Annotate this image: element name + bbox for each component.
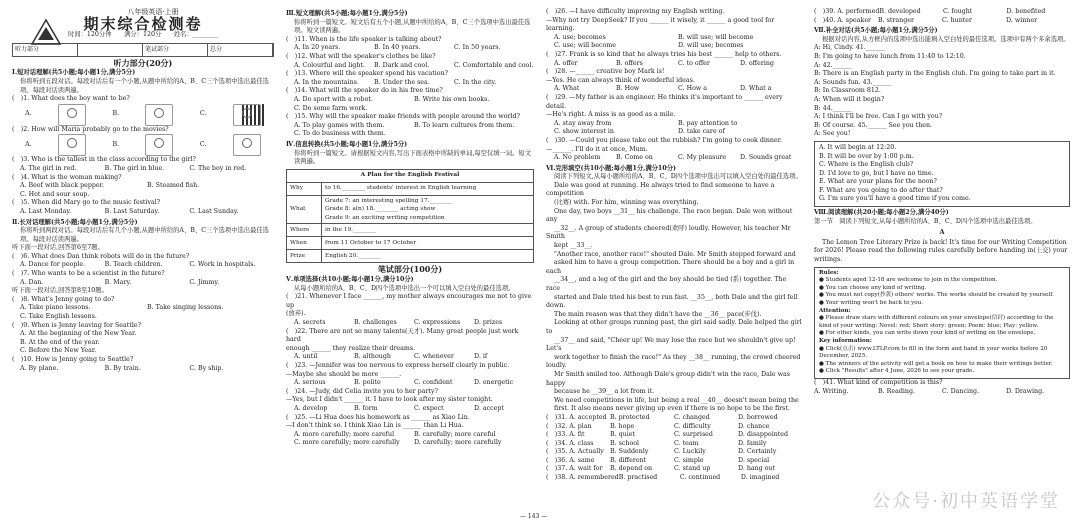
picture-icon [233,134,261,156]
picture-options: A. B. C. [12,134,274,156]
score-cell [78,44,143,56]
passage: Dale was good at running. He always tried to find someone to have a competition (比赛) with. For him, winning was everything. One day, two boys __31__ his challenge. The race began. Dale won without any __32__. A group of students cheered(欢呼) loudly. However, his teacher Mr Smith kept __33__. "Another race, another race!" shouted Dale. Mr Smith stepped forward and asked him to have a group competition. There should be a boy and a girl in each __34__, and a leg of the girl and the boy should be tied (系) together. The race started and Dale tried his best to run fast. __35__, both Dale and the girl fell down. The main reason was that they didn't have the __36__ pace(步伐). Looking at other groups running past, the girl said sadly. Dale helped the girl to __37__ and said, "Cheer up! We may lose the race but we shouldn't give up! Let's work together to finish the race!" As they __38__ running, the crowd cheered loudly. Mr Smith smiled too. Although Dale's group didn't win the race, Dale was happy because he __39__ a lot from it. We need competitions in life, but being a real __40__ doesn't mean being the first. It also means never giving up even if there is no hope to be the first. [546,181,802,413]
options: A. The girl in red. B. The girl in blue. C. The boy in red. [20,164,247,172]
question: ( )7. Who wants to be a scientist in the future? [12,270,165,278]
watermark: 公众号·初中英语学堂 [872,491,1060,512]
picture-icon [233,104,261,126]
options: A. Dan. B. Mary. C. Jimmy. [20,278,220,286]
score-cell: 听力部分 [13,44,78,56]
option-box: A. It will begin at 12:20. B. It will be over by 1:00 p.m. C. Where is the English club? D. I'd love to go, but I have no time. E. What are your plans for the noon? F. What are you going to do after that? G. I'm sure you'll have a good time if you come. [814,141,1070,207]
question: ( )3. Who is the tallest in the class according to the girl? [12,156,196,164]
column-2: Ⅲ.短文理解(共5小题;每小题1分,满分5分) 你将听到一篇短文。短文后有五个小题,从题中所给的A、B、C三个选项中选出最佳选项。短文读两遍。 ( )11. When is the life speaker is talking about? A. In 20 years. B. In 40 years. C. In 50 years. ( )12. What will the speaker's clothes be like? A. Colourful and light. B. Dark and cool. C. Comfortable and cool. ( )13. Where will the speaker spend his vacation? A. In the mountains. B. Under the sea. C. In the city. ( )14. What will the speaker do in his free time? A. Do sport with a robot. B. Write his own books. C. Do some farm work. ( )15. Why will the speaker make friends with people around the world? A. To play games with them. B. To learn cultures from them. C. To do business with them. Ⅳ.信息转换(共5小题;每小题1分,满分5分) 你将听到一篇短文。请根据短文内容,写出下面表格中所缺的单词,每空仅填一词。短文读两遍。 A Plan for the English Festival Why to 16.________ students' interest in English learning What Grade 7: an interesting spelling 17.________ Grade 8: a(n) 18.________ acting show Grade 9: an exciting writing competition Where in the 19.________ When from 11 October to 17 October Prize English 20.________ 笔试部分(100分) Ⅴ.单项选择(共10小题;每小题1分,满分10分) 从每小题所给的A、B、C、D四个选项中选出一个可以填入空白处的最佳选项。 ( )21. Whenever I face ______, my mother always encourages me not to give up (放弃). A. secrets B. challenges C. expressions D. prizes ( )22. There are not so many talents(天才). Many great people just work hard enough ______ they realize their dreams. A. until B. although C. whenever D. if ( )23. —Jennifer was too nervous to express herself clearly in public. —Maybe she should be more ______. A. serious B. polite C. confident D. energetic ( )24. —Judy, did Celia invite you to her party? —Yes, but I didn't ______ it. I have to look after my sister tonight. A. develop B. form C. expect D. accept ( )25. —Li Hua does his homework as ______ as Xiao Lin. —I don't think so. I think Xiao Lin is ______ than Li Hua. A. more carefully; more careful B. carefully; more careful C. more carefully; more carefully D. carefully; more carefully [286,10,534,447]
score-cell: 总分 [208,44,273,56]
question: ( )1. What does the boy want to be? [12,95,130,103]
section-title: Ⅳ.信息转换(共5小题;每小题1分,满分5分) [286,140,408,148]
options: A. Take piano lessons. B. Take singing lessons. [20,304,224,312]
rules-box: Rules: ● Students aged 12-18 are welcome to join in the competition. ● You can choose any kind of writing. ● You must not copy(抄袭) others' works. The works should be created by yourself. ● Your writing won't be back to you. Attention: ● Please draw stars with different colours on your envelope(信封) according to the kind of your writing: Novel: red; Short story: green; Poem: blue; Play: yellow. ● For other kinds, you can write down your kind of writing on the envelope. Key information: ● Click(点击) www.LTLP.com to fill in the form and hand in your works before 20 December, 2025. ● The winners of the activity will get a book on how to make their writings better. ● Click "Results" after 4 June, 2026 to see your grade. [814,267,1070,379]
grade-label: 八年级英语·上册 [127,8,179,16]
publisher-logo-icon [30,18,62,52]
picture-icon [58,104,86,126]
question: ( )2. How will Maria probably go to the movies? [12,125,169,133]
question: ( )4. What is the woman making? [12,173,122,181]
section-title: Ⅲ.短文理解(共5小题;每小题1分,满分5分) [286,10,408,17]
plan-table: A Plan for the English Festival Why to 16.________ students' interest in English learning What Grade 7: an interesting spelling 17.________ Grade 8: a(n) 18.________ acting show Grade 9: an exciting writing competition Where in the 19.________ When from 11 October to 17 October Prize English 20.________ [286,169,534,264]
section-title: Ⅴ.单项选择(共10小题;每小题1分,满分10分) [286,276,414,284]
exam-title: 期末综合检测卷 [83,14,203,33]
picture-icon [145,104,173,126]
instruction: 你将听到两段对话。每段对话后有几个小题,从题中所给的A、B、C三个选项中选出最佳选项。每段对话读两遍。 [20,227,269,243]
section-title: Ⅰ.短对话理解(共5小题;每小题1分,满分5分) [12,69,136,77]
picture-icon [145,134,173,156]
score-cell: 笔试部分 [143,44,208,56]
question: ( )8. What's Jenny going to do? [12,295,115,303]
question: ( )9. When is Jenny leaving for Seattle? [12,321,141,329]
question: ( )5. When did Mary go to the music festival? [12,199,161,207]
page-number: — 143 — [520,513,548,520]
options: A. Beef with black pepper. B. Steamed fish. [20,182,200,190]
options: A. By plane. B. By train. C. By ship. [20,364,224,372]
section-title: Ⅷ.阅读理解(共20小题;每小题2分,满分40分) [814,209,949,217]
section-title: Ⅶ.补全对话(共5小题;每小题1分,满分5分) [814,27,938,35]
question: ( )6. What does Dan think robots will do in the future? [12,252,190,260]
options: A. Last Monday. B. Last Saturday. C. Last Sunday. [20,207,239,215]
question: ( )10. How is Jenny going to Seattle? [12,356,134,363]
section-title: Ⅱ.长对话理解(共5小题;每小题1分,满分5分) [12,218,138,226]
picture-icon [58,134,86,156]
options: A. Dance for people. B. Teach children. C. Work in hospitals. [20,261,256,269]
section-heading: 听力部分(20分) [113,57,173,68]
column-4: ( )39. A. performed B. developed C. fought D. benefited ( )40. A. speaker B. stranger C. hunter D. winner Ⅶ.补全对话(共5小题;每小题1分,满分5分) 根据对话内容,从方框内的选项中选出能填入空白处的最佳选项。选项中有两个多余选项。 A: Hi, Cindy. 41.______ B: I'm going to have lunch from 11:40 to 12:10. A: 42.______ B: There is an English party in the English club. I'm going to take part in it. A: Sounds fun. 43.______ B: In Classroom 812. A: When will it begin? B: 44.______ A: I think I'll be free. Can I go with you? B: Of course. 45.______ See you then. A: See you! A. It will begin at 12:20. B. It will be over by 1:00 p.m. C. Where is the English club? D. I'd love to go, but I have no time. E. What are your plans for the noon? F. What are you going to do after that? G. I'm sure you'll have a good time if you come. Ⅷ.阅读理解(共20小题;每小题2分,满分40分) 第一节 阅读下列短文,从每小题所给的A、B、C、D四个选项中选出最佳选项。 A The Lemon Tree Literary Prize is back! It's time for our Writing Competition for 2026! Please read the following rules carefully before handing in(上交) your writings. Rules: ● Students aged 12-18 are welcome to join in the competition. ● You can choose any kind of writing. ● You must not copy(抄袭) others' works. The works should be created by yourself. ● Your writing won't be back to you. Attention: ● Please draw stars with different colours on your envelope(信封) according to the kind of your writing: Novel: red; Short story: green; Poem: blue; Play: yellow. ● For other kinds, you can write down your kind of writing on the envelope. Key information: ● Click(点击) www.LTLP.com to fill in the form and hand in your works before 20 December, 2025. ● The winners of the activity will get a book on how to make their writings better. ● Click "Results" after 4 June, 2026 to see your grade. ( )41. What kind of competition is this? A. Writing. B. Reading. C. Dancing. D. Drawing. [814,8,1070,395]
exam-info: 时间：120分钟 满分：120分 姓名：________ [68,31,218,39]
instruction: 你将听到五段对话。每段对话后有一个小题,从题中所给的A、B、C三个选项中选出最佳选项。每段对话读两遍。 [20,77,269,94]
column-3: ( )26. —I have difficulty improving my English writing. —Why not try DeepSeek? If you ______ it wisely, it ______ a good tool for learning. A. use; becomes B. will use; will become C. use; will become D. will use; becomes ( )27. Frank is so kind that he always tries his best ______ help to others. A. offer B. offers C. to offer D. offering ( )28. —______ creative boy Mark is! —Yes. He can always think of wonderful ideas. A. What B. How C. How a D. What a ( )29. —My father is an engineer. He thinks it's important to ______ every detail. —He's right. A miss is as good as a mile. A. stay away from B. pay attention to C. show interest in D. take care of ( )30. —Could you please take out the rubbish? I'm going to cook dinner. —______. I'll do it at once, Mum. A. No problem B. Come on C. My pleasure D. Sounds great Ⅵ.完形填空(共10小题;每小题1分,满分10分) 阅读下列短文,从每小题所给的A、B、C、D四个选项中选出可以填入空白处的最佳选项。 Dale was good at running. He always tried to find someone to have a competition (比赛) with. For him, winning was everything. One day, two boys __31__ his challenge. The race began. Dale won without any __32__. A group of students cheered(欢呼) loudly. However, his teacher Mr Smith kept __33__. "Another race, another race!" shouted Dale. Mr Smith stepped forward and asked him to have a group competition. There should be a boy and a girl in each __34__, and a leg of the girl and the boy should be tied (系) together. The race started and Dale tried his best to run fast. __35__, both Dale and the girl fell down. The main reason was that they didn't have the __36__ pace(步伐). Looking at other groups running past, the girl said sadly. Dale helped the girl to __37__ and said, "Cheer up! We may lose the race but we shouldn't give up! Let's work together to finish the race!" As they __38__ running, the crowd cheered loudly. Mr Smith smiled too. Although Dale's group didn't win the race, Dale was happy because he __39__ a lot from it. We need competitions in life, but being a real __40__ doesn't mean being the first. It also means never giving up even if there is no hope to be the first. ( )31. A. accepted B. protected C. changed D. borrowed ( )32. A. plan B. hope C. difficulty D. chance ( )33. A. fit B. quiet C. surprised D. disappointed ( )34. A. class B. school C. team D. family ( )35. A. Actually B. Suddenly C. Luckily D. Certainly ( )36. A. same B. different C. simple D. special ( )37. A. wait for B. depend on C. stand up D. hang out ( )38. A. remembered B. practised C. continued D. imagined [546,8,802,482]
picture-options: A. B. C. [12,104,274,126]
section-title: Ⅵ.完形填空(共10小题;每小题1分,满分10分) [546,164,676,172]
column-1: 八年级英语·上册 期末综合检测卷 时间：120分钟 满分：120分 姓名：________ 听力部分 笔试部分 总分 听力部分(20分) Ⅰ.短对话理解(共5小题;每小题1分,满分5分) 你将听到五段对话。每段对话后有一个小题,从题中所给的A、B、C三个选项中选出最佳选项。每段对话读两遍。 ( )1. What does the boy want to be? A. B. C. ( )2. How will Maria probably go to the movies? A. B. C. ( )3. Who is the tallest in the class according to the girl? A. The girl in red. B. The girl in blue. C. The boy in red. ( )4. What is the woman making? A. Beef with black pepper. B. Steamed fish. C. Hot and sour soup. ( )5. When did Mary go to the music festival? A. Last Monday. B. Last Saturday. C. Last Sunday. Ⅱ.长对话理解(共5小题;每小题1分,满分5分) 你将听到两段对话。每段对话后有几个小题,从题中所给的A、B、C三个选项中选出最佳选项。每段对话读两遍。 听下面一段对话,回答第6至7题。 ( )6. What does Dan think robots will do in the future? A. Dance for people. B. Teach children. C. Work in hospitals. ( )7. Who wants to be a scientist in the future? A. Dan. B. Mary. C. Jimmy. 听下面一段对话,回答第8至10题。 ( )8. What's Jenny going to do? A. Take piano lessons. B. Take singing lessons. C. Take English lessons. ( )9. When is Jenny leaving for Seattle? A. At the beginning of the New Year. B. At the end of the year. C. Before the New Year. ( )10. How is Jenny going to Seattle? A. By plane. B. By train. C. By ship. [12,8,274,373]
